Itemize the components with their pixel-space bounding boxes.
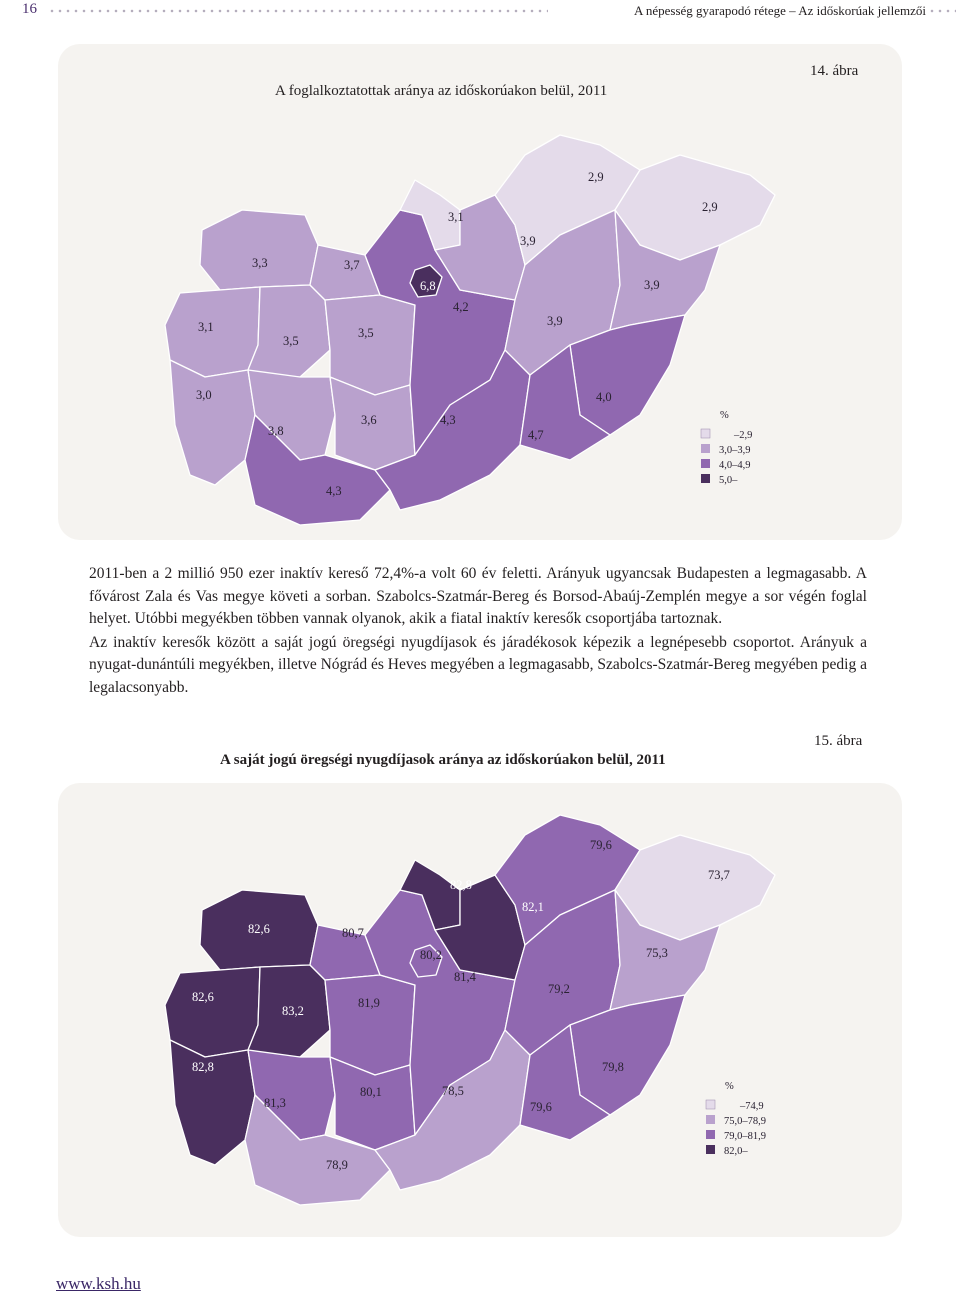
map-value: 3,1 <box>448 210 464 224</box>
map-value: 79,2 <box>548 982 570 996</box>
map-value: 82,8 <box>192 1060 214 1074</box>
legend-label: 3,0–3,9 <box>719 445 751 456</box>
map-value: 79,6 <box>590 838 612 852</box>
legend-swatch <box>701 459 710 468</box>
map-value: 83,2 <box>282 1004 304 1018</box>
legend-swatch <box>706 1145 715 1154</box>
map-value: 78,5 <box>442 1084 464 1098</box>
paragraph-2: Az inaktív keresők között a saját jogú öregségi nyugdíjasok és járadékosok képezik a legnépesebb csoportot. Arányuk a nyugat-dunántúli megyékben, illetve Nógrád és Heves megyében a legmagasabb, Szabolcs-Szatmár-Bereg megyében pedig a legalacsonyabb. <box>89 633 867 696</box>
map-value: 3,9 <box>520 234 536 248</box>
map-value: 3,6 <box>361 413 377 427</box>
map-value: 4,3 <box>326 484 342 498</box>
legend-swatch <box>706 1130 715 1139</box>
figure-15-title: A saját jogú öregségi nyugdíjasok aránya az időskorúakon belül, 2011 <box>220 752 666 768</box>
map-value: 3,9 <box>547 314 563 328</box>
county-gyor-moson-sopron <box>200 210 318 290</box>
map-value: 2,9 <box>702 200 718 214</box>
map-value: 3,5 <box>358 326 374 340</box>
map-value: 3,9 <box>644 278 660 292</box>
page-number: 16 <box>22 1 37 17</box>
map-value: 81,4 <box>454 970 476 984</box>
map-value: 3,8 <box>268 424 284 438</box>
map-value: 75,3 <box>646 946 668 960</box>
legend-swatch <box>706 1115 715 1124</box>
figure-15-number: 15. ábra <box>814 733 863 749</box>
county-veszprem <box>248 285 330 377</box>
map-value: 79,6 <box>530 1100 552 1114</box>
figure-14-map <box>160 115 800 535</box>
map-value: 73,7 <box>708 868 730 882</box>
paragraph-1: 2011-ben a 2 millió 950 ezer inaktív kereső 72,4%-a volt 60 év feletti. Arányuk ugyancsak Budapesten a legmagasabb. A fővárost Zala és Vas megye követi a sorban. Szabolcs-Szatmár-Bereg és Borsod-Abaúj-Zemplén megye a sor végén foglal helyet. Utóbbi megyékben többen vannak olyanok, akik a fiatal inaktív keresők csoportjába tartoznak. <box>89 565 867 627</box>
legend-label: 4,0–4,9 <box>719 460 751 471</box>
legend-label: 82,0– <box>724 1146 748 1157</box>
map-value: 81,3 <box>264 1096 286 1110</box>
map-value: 78,9 <box>326 1158 348 1172</box>
map-value: 80,1 <box>360 1085 382 1099</box>
legend-unit: % <box>725 1081 734 1092</box>
map-value: 3,7 <box>344 258 360 272</box>
map-value: 3,5 <box>283 334 299 348</box>
map-value: 4,3 <box>440 413 456 427</box>
map-value: 82,6 <box>192 990 214 1004</box>
figure-14-title: A foglalkoztatottak aránya az időskorúakon belül, 2011 <box>275 83 608 99</box>
county-zala <box>170 1040 255 1165</box>
map-value: 82,8 <box>450 878 472 892</box>
map-value: 82,6 <box>248 922 270 936</box>
map-value: 4,2 <box>453 300 469 314</box>
map-value: 2,9 <box>588 170 604 184</box>
header-dotted-rule-right <box>928 9 956 13</box>
ksh-website-link[interactable]: www.ksh.hu <box>56 1274 141 1293</box>
header-dotted-rule <box>48 9 548 13</box>
map-value: 3,3 <box>252 256 268 270</box>
figure-15-legend <box>706 1081 766 1157</box>
page-header <box>0 0 960 24</box>
map-value: 3,0 <box>196 388 212 402</box>
county-zala <box>170 360 255 485</box>
legend-swatch <box>706 1100 715 1109</box>
legend-label: –2,9 <box>734 430 753 441</box>
legend-swatch <box>701 429 710 438</box>
map-value: 4,7 <box>528 428 544 442</box>
running-title: A népesség gyarapodó rétege – Az időskorúak jellemzői <box>633 3 926 18</box>
county-vas <box>165 967 260 1057</box>
legend-swatch <box>701 444 710 453</box>
map-value: 81,9 <box>358 996 380 1010</box>
legend-label: –74,9 <box>740 1101 764 1112</box>
legend-swatch <box>701 474 710 483</box>
map-value: 3,1 <box>198 320 214 334</box>
figure-15-map <box>160 795 800 1215</box>
map-value: 79,8 <box>602 1060 624 1074</box>
figure-14-number: 14. ábra <box>810 63 859 79</box>
map-value: 6,8 <box>420 279 436 293</box>
map-value: 82,1 <box>522 900 544 914</box>
body-text <box>89 563 867 700</box>
legend-unit: % <box>720 410 729 421</box>
legend-label: 75,0–78,9 <box>724 1116 766 1127</box>
map-value: 80,2 <box>420 948 442 962</box>
map-value: 80,7 <box>342 926 364 940</box>
legend-label: 79,0–81,9 <box>724 1131 766 1142</box>
map-value: 4,0 <box>596 390 612 404</box>
legend-label: 5,0– <box>719 475 738 486</box>
figure-14-legend <box>701 410 752 486</box>
